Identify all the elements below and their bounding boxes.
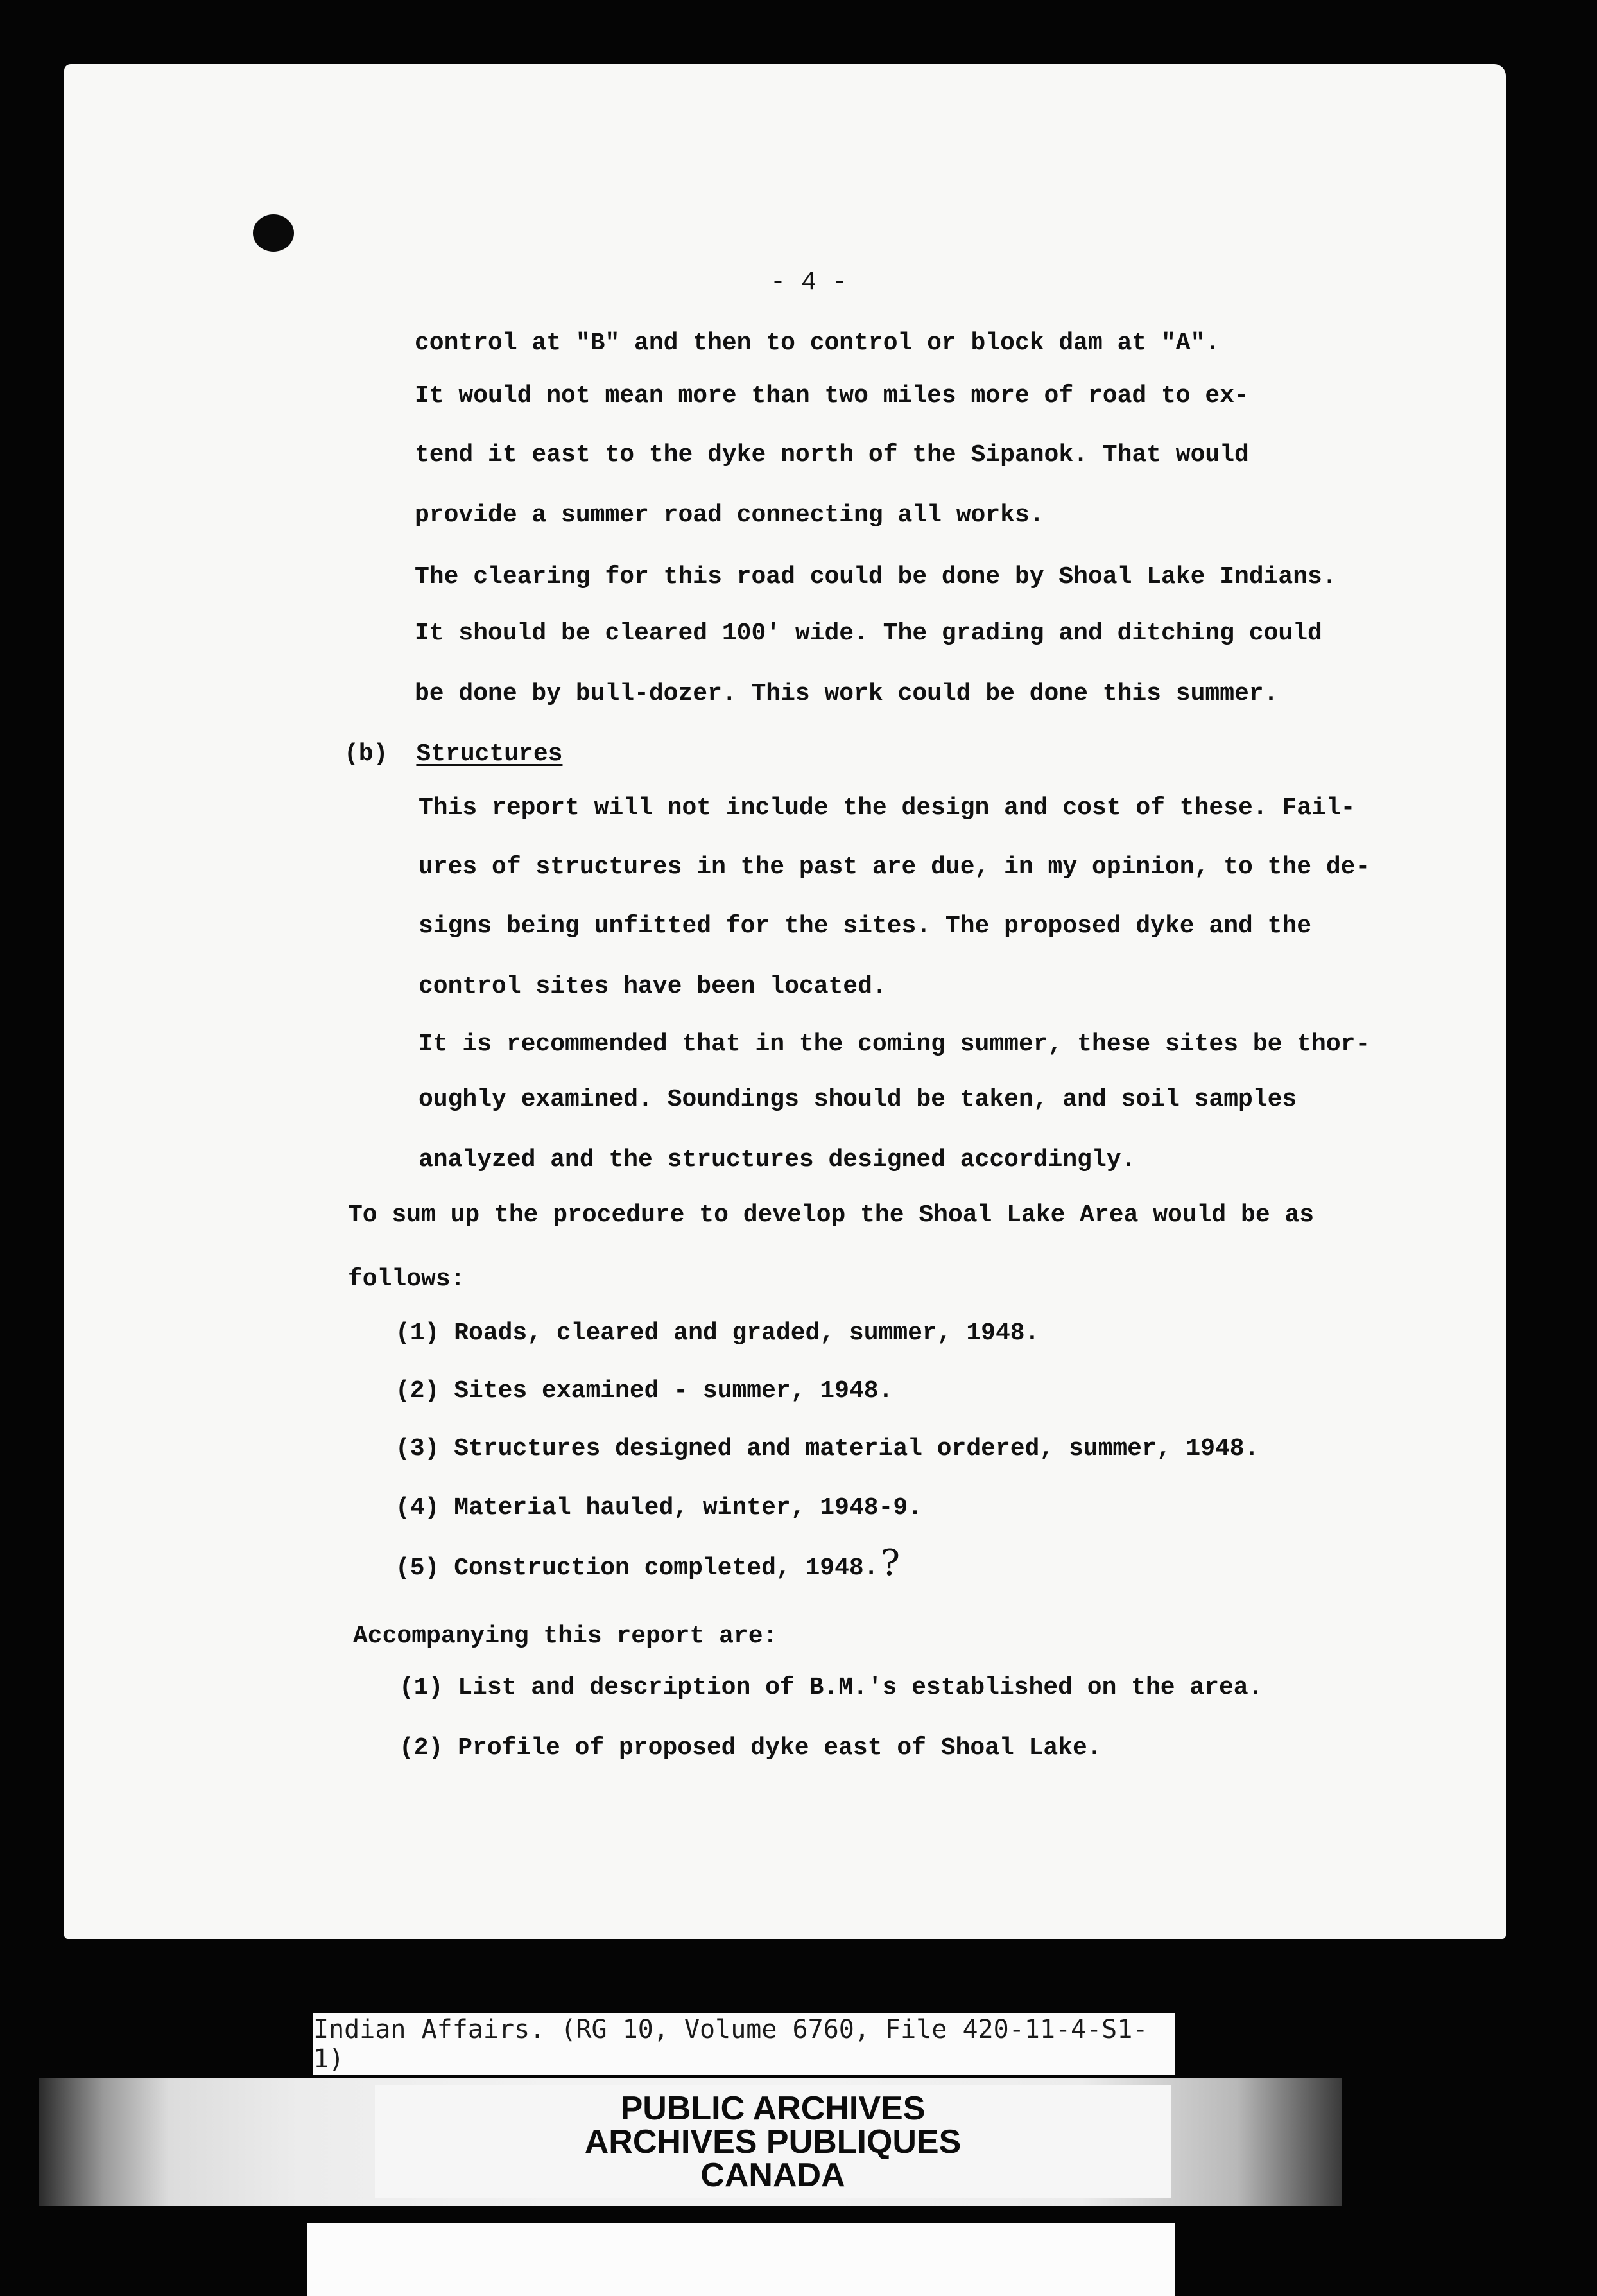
archive-reference-caption: Indian Affairs. (RG 10, Volume 6760, File 420-11-4-S1-1) (313, 2013, 1175, 2075)
stamp-line-english: PUBLIC ARCHIVES (620, 2090, 926, 2127)
section-b-line-1: This report will not include the design and cost of these. Fail- (419, 794, 1356, 822)
archive-stamp (375, 2085, 1171, 2198)
section-b-line-6: oughly examined. Soundings should be taken, and soil samples (419, 1086, 1297, 1113)
stamp-line-country: CANADA (700, 2157, 845, 2194)
punch-hole (253, 214, 294, 252)
section-b-line-3: signs being unfitted for the sites. The proposed dyke and the (419, 912, 1312, 940)
summary-item-4: (4) Material hauled, winter, 1948-9. (395, 1494, 922, 1522)
summary-line-1: To sum up the procedure to develop the Shoal Lake Area would be as (348, 1201, 1315, 1229)
summary-line-2: follows: (348, 1265, 465, 1293)
section-b-line-4: control sites have been located. (419, 973, 887, 1000)
accompanying-intro: Accompanying this report are: (353, 1622, 778, 1650)
stamp-line-french: ARCHIVES PUBLIQUES (584, 2123, 962, 2161)
para-a-line-5: The clearing for this road could be done by Shoal Lake Indians. (415, 563, 1337, 591)
section-b-line-2: ures of structures in the past are due, in my opinion, to the de- (419, 853, 1370, 881)
accompanying-item-1: (1) List and description of B.M.'s established on the area. (399, 1674, 1263, 1701)
section-b-marker: (b) (344, 740, 388, 768)
summary-item-1: (1) Roads, cleared and graded, summer, 1948. (395, 1319, 1040, 1347)
section-b-title: Structures (416, 740, 563, 768)
accompanying-item-2: (2) Profile of proposed dyke east of Shoal Lake. (399, 1734, 1102, 1762)
summary-item-5: (5) Construction completed, 1948. (395, 1554, 879, 1582)
section-b-line-7: analyzed and the structures designed accordingly. (419, 1146, 1136, 1174)
section-b-heading (344, 740, 562, 769)
section-b-line-5: It is recommended that in the coming summer, these sites be thor- (419, 1031, 1370, 1058)
para-a-line-1: control at "B" and then to control or block dam at "A". (415, 329, 1220, 357)
summary-item-2: (2) Sites examined - summer, 1948. (395, 1377, 893, 1405)
para-a-line-2: It would not mean more than two miles more of road to ex- (415, 382, 1249, 410)
summary-item-3: (3) Structures designed and material ordered, summer, 1948. (395, 1435, 1259, 1463)
para-a-line-3: tend it east to the dyke north of the Sipanok. That would (415, 441, 1249, 469)
handwritten-question-mark: ? (881, 1542, 901, 1584)
blank-label-card (307, 2223, 1175, 2296)
para-a-line-7: be done by bull-dozer. This work could be done this summer. (415, 680, 1279, 708)
page-number: - 4 - (770, 268, 848, 297)
para-a-line-6: It should be cleared 100' wide. The grading and ditching could (415, 620, 1322, 647)
para-a-line-4: provide a summer road connecting all works. (415, 501, 1044, 529)
